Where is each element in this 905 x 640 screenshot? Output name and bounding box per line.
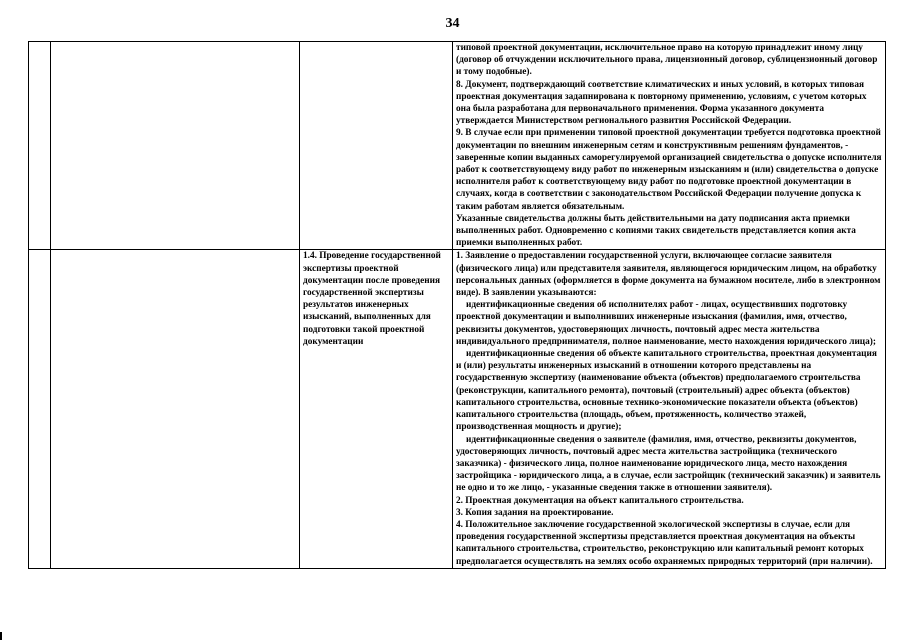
document-paragraph: 4. Положительное заключение государственной экологической экспертизы в случае, если для проведения государственной экспертизы представляется проектная документация на объекты капитального строительства, строительство, реконструкцию или капитальный ремонт которых предполагается осуществлять на землях особо охраняемых природных территорий (при наличии). [456,519,873,567]
category-cell [51,42,300,250]
number-cell [29,42,51,250]
document-paragraph: 2. Проектная документация на объект капитального строительства. [456,495,744,506]
document-paragraph: типовой проектной документации, исключительное право на которую принадлежит иному лицу (договор об отчуждении исключительного права, лицензионный договор, сублицензионный договор и тому подобные). [456,43,878,78]
document-paragraph: 3. Копия задания на проектирование. [456,507,614,518]
scan-edge-mark [0,632,2,640]
requirements-table [28,41,886,569]
document-paragraph: идентификационные сведения об объекте капитального строительства, проектная документация и (или) результаты инженерных изысканий в отношении которого представлены на государственную экспертизу (наименование объекта (объектов) предполагаемого строительства (реконструкции, капитального ремонта), почтовый (строительный) адрес объекта (объектов) капитального строительства, основные технико-экономические показатели объекта (объектов) капитального строительства (площадь, объем, протяженность, количество этажей, производственная мощность и другие); [456,349,877,433]
category-cell [51,250,300,568]
document-paragraph: Указанные свидетельства должны быть действительными на дату подписания акта приемки выполненных работ. Одновременно с копиями таких свидетельств представляется копия акта приемки выполненных работ. [456,213,856,249]
service-cell [300,250,453,568]
service-name: 1.4. Проведение государственной экспертизы проектной документации после проведения государственной экспертизы результатов инженерных изысканий, выполненных для подготовки такой проектной документации [303,251,441,347]
documents-cell [453,42,886,250]
table-row [29,250,886,568]
table-row [29,42,886,250]
document-paragraph: идентификационные сведения о заявителе (фамилия, имя, отчество, реквизиты документов, удостоверяющих личность, почтовый адрес места жительства застройщика (технического заказчика) - физического лица, полное наименование юридического лица, место нахождения застройщика - юридического лица, а в случае, если застройщик (технический заказчик) и заявитель не одно и то же лицо, - указанные сведения также в отношении заявителя). [456,434,881,494]
page-number: 34 [445,16,460,31]
document-paragraph: 8. Документ, подтверждающий соответствие климатических и иных условий, в которых типовая проектная документация задапнирована к повторному применению, условиям, с учетом которых она была разработана для первоначального применения. Форма указанного документа утверждается Министерством регионального развития Российской Федерации. [456,79,867,127]
service-cell [300,42,453,250]
number-cell [29,250,51,568]
document-paragraph: идентификационные сведения об исполнителях работ - лицах, осуществивших подготовку проектной документации и выполнивших инженерные изыскания (фамилия, имя, отчество, реквизиты документов, удостоверяющих личность, почтовый адрес места жительства индивидуального предпринимателя, полное наименование, место нахождения юридического лица); [456,300,876,347]
documents-cell [453,250,886,568]
document-paragraph: 1. Заявление о предоставлении государственной услуги, включающее согласие заявителя (физического лица) или представителя заявителя, являющегося юридическим лицом, на обработку персональных данных (оформляется в форме документа на бумажном носителе, либо в электронном виде). В заявлении указываются: [456,251,881,299]
document-paragraph: 9. В случае если при применении типовой проектной документации требуется подготовка проектной документации по внешним инженерным сетям и конструктивным решениям фундаментов, - заверенные копии выданных саморегулируемой организацией свидетельства о допуске исполнителя работ к соответствующему виду работ по инженерным изысканиям и (или) свидетельства о допуске исполнителя работ к соответствующему виду работ по подготовке проектной документации в случаях, когда в соответствии с законодательством Российской Федерации получение допуска к таким работам является обязательным. [456,128,882,212]
